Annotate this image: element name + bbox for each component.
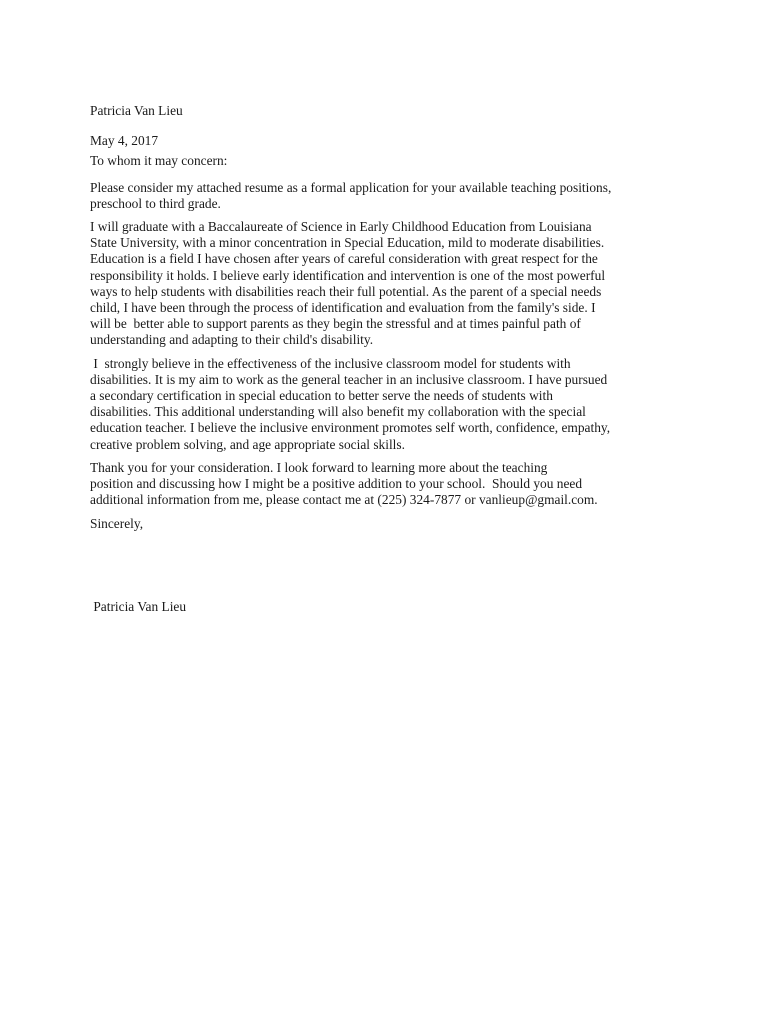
paragraph-line: creative problem solving, and age appropriate social skills.	[90, 436, 405, 452]
paragraph-line: preschool to third grade.	[90, 195, 221, 211]
paragraph-line: understanding and adapting to their child's disability.	[90, 332, 374, 348]
paragraph-line: child, I have been through the process of identification and evaluation from the family's side. I	[90, 300, 596, 316]
paragraph-application	[90, 180, 680, 212]
signature-name: Patricia Van Lieu	[90, 598, 187, 614]
paragraph-line: responsibility it holds. I believe early identification and intervention is one of the most powerful	[90, 267, 606, 283]
paragraph-line: additional information from me, please contact me at (225) 324-7877 or vanlieup@gmail.com.	[90, 492, 598, 508]
paragraph-line: will be better able to support parents as they begin the stressful and at times painful path of	[90, 316, 581, 332]
paragraph-line: disabilities. This additional understanding will also benefit my collaboration with the special	[90, 404, 586, 420]
paragraph-line: Thank you for your consideration. I look forward to learning more about the teaching	[90, 459, 548, 475]
paragraph-thank-you	[90, 460, 680, 509]
paragraph-line: I strongly believe in the effectiveness of the inclusive classroom model for students with	[90, 355, 571, 371]
paragraph-line: Please consider my attached resume as a formal application for your available teaching positions,	[90, 179, 612, 195]
paragraph-line: disabilities. It is my aim to work as the general teacher in an inclusive classroom. I have pursued	[90, 371, 608, 387]
paragraph-inclusive-classroom	[90, 356, 680, 453]
letter-date: May 4, 2017	[90, 133, 159, 149]
paragraph-line: Education is a field I have chosen after years of careful consideration with great respect for the	[90, 251, 598, 267]
paragraph-education	[90, 219, 680, 349]
paragraph-line: ways to help students with disabilities reach their full potential. As the parent of a special needs	[90, 283, 602, 299]
paragraph-line: State University, with a minor concentration in Special Education, mild to moderate disabilities.	[90, 235, 605, 251]
letter-body	[90, 103, 680, 615]
salutation: To whom it may concern:	[90, 153, 228, 169]
paragraph-line: a secondary certification in special education to better serve the needs of students with	[90, 388, 553, 404]
paragraph-line: position and discussing how I might be a positive addition to your school. Should you need	[90, 476, 583, 492]
closing: Sincerely,	[90, 516, 144, 532]
paragraph-line: I will graduate with a Baccalaureate of Science in Early Childhood Education from Louisiana	[90, 219, 592, 235]
sender-name: Patricia Van Lieu	[90, 103, 183, 118]
paragraph-line: education teacher. I believe the inclusive environment promotes self worth, confidence, empathy,	[90, 420, 611, 436]
